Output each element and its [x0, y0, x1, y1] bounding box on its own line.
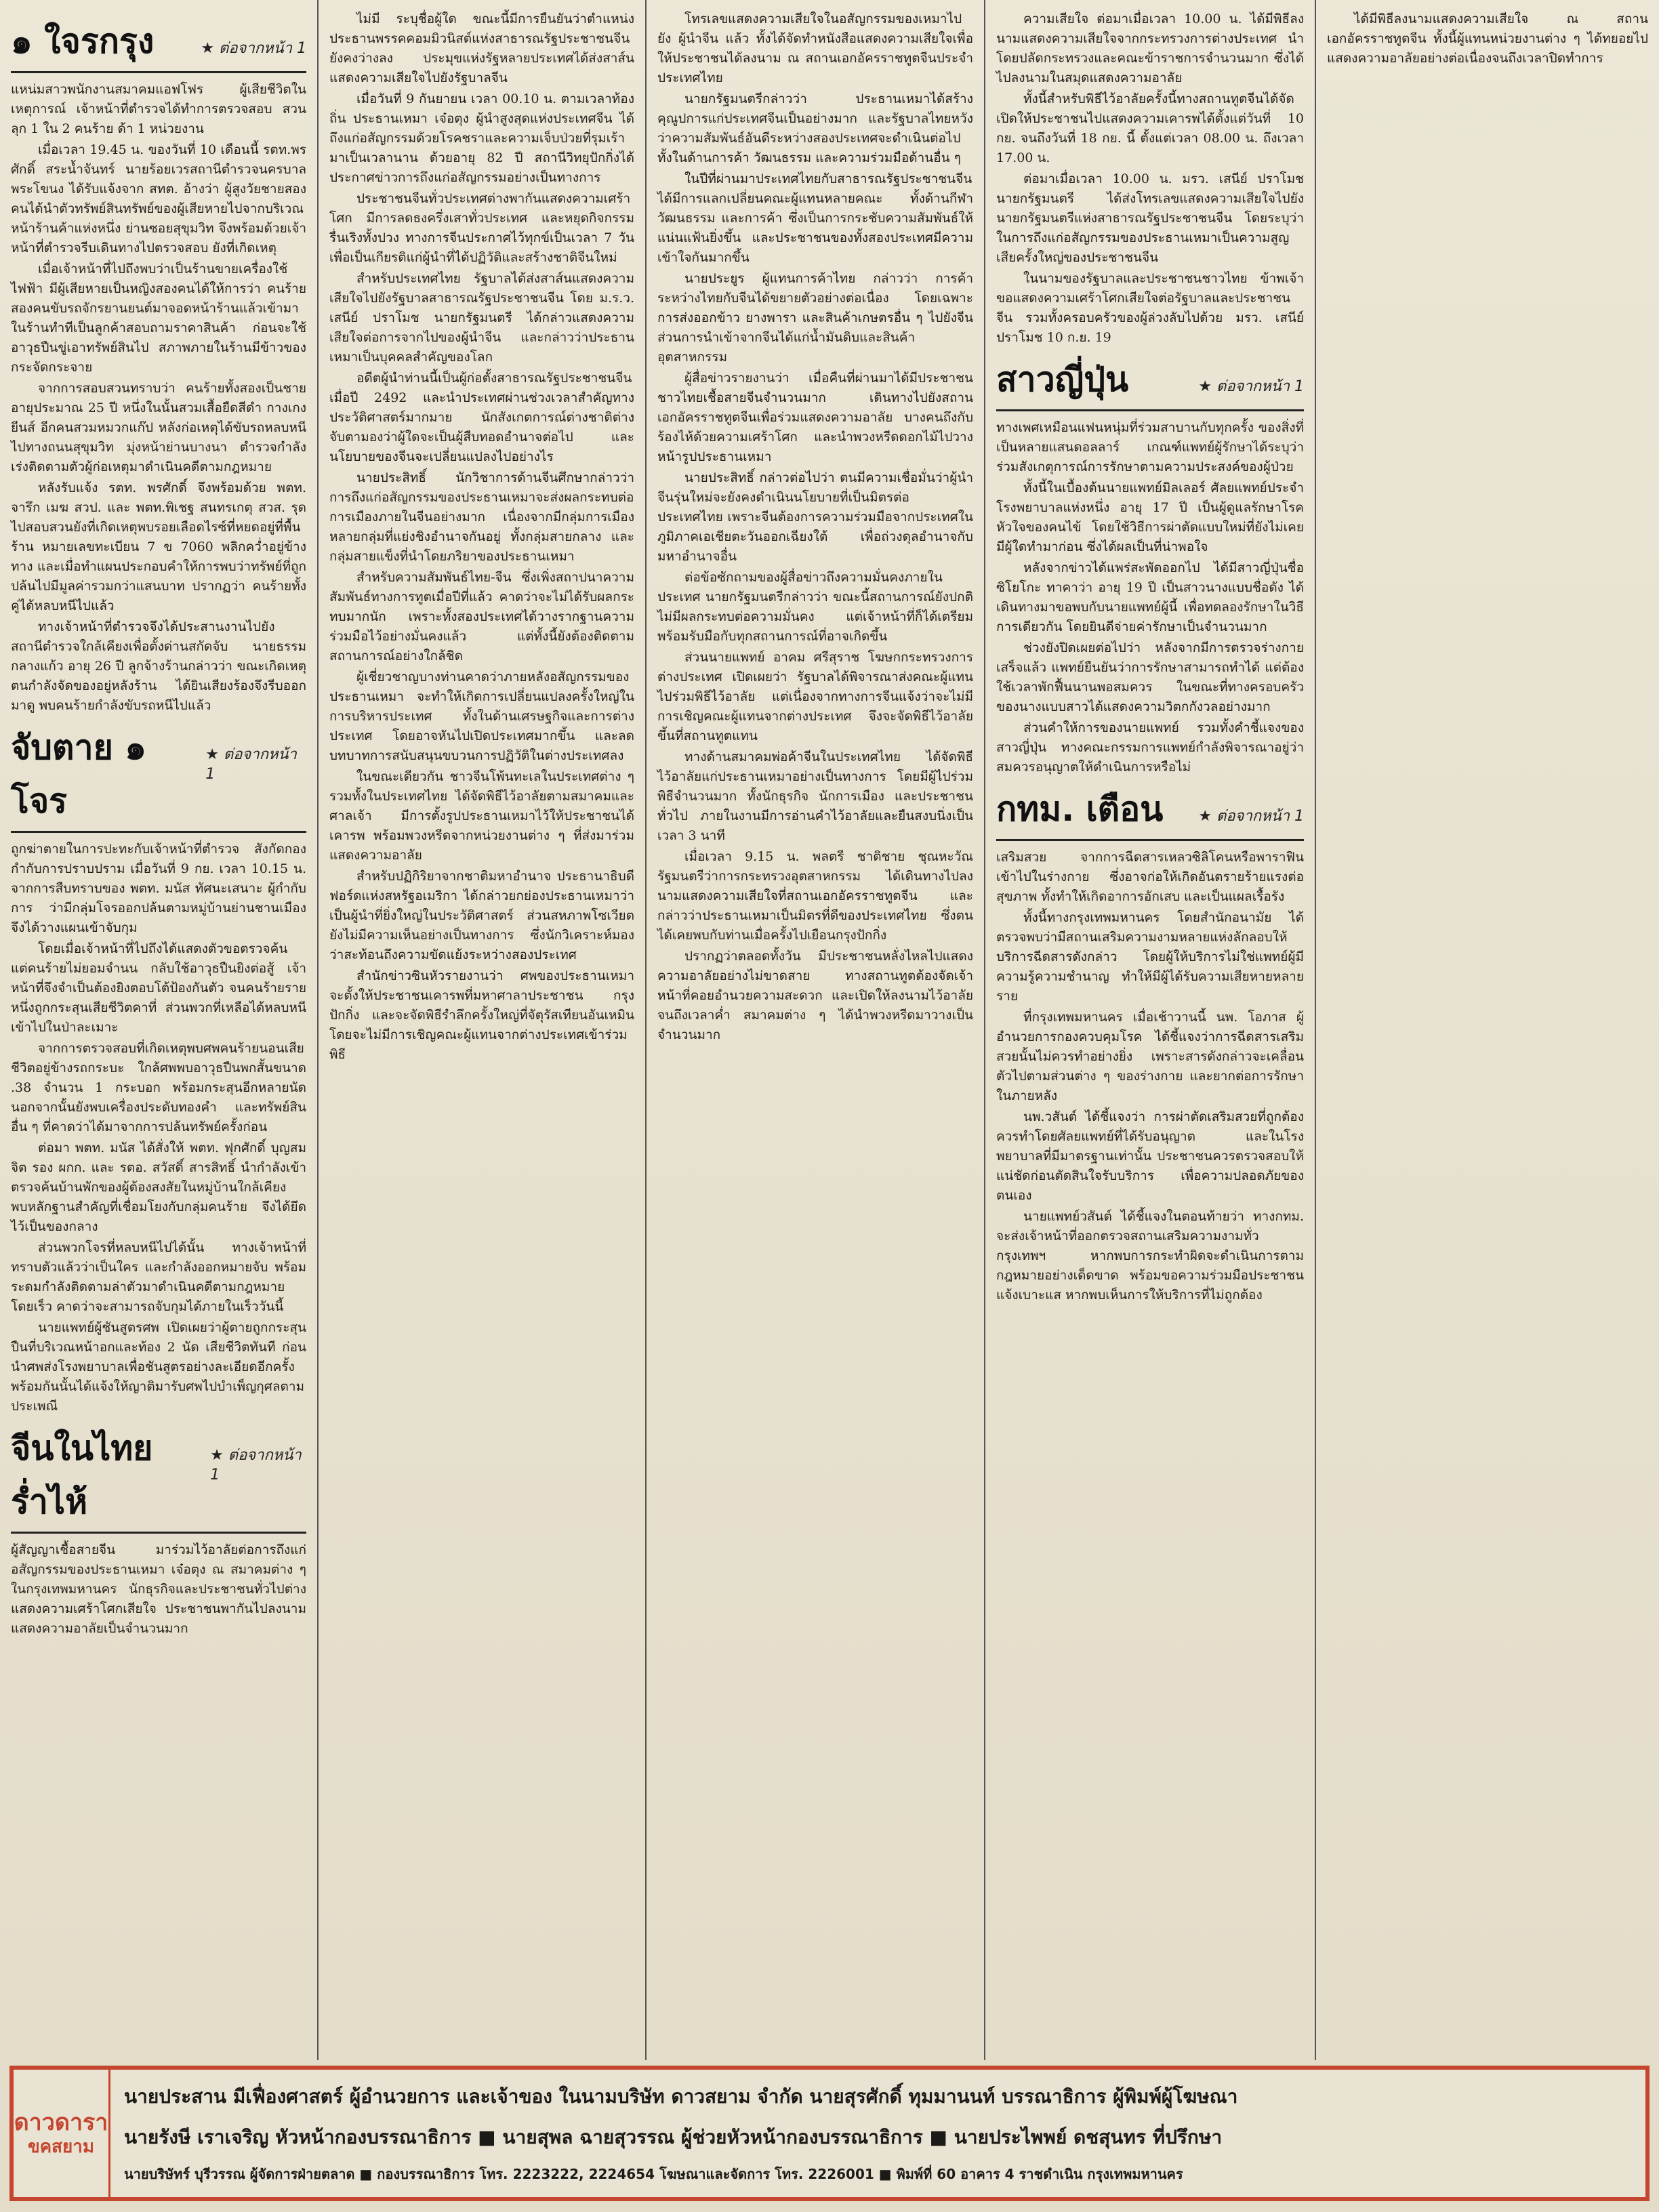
article-headline-bar: [11, 721, 306, 833]
article-paragraph: ผู้สัญญาเชื้อสายจีน มาร่วมไว้อาลัยต่อการถึงแก่อสัญกรรมของประธานเหมา เจ๋อตุง ณ สมาคมต่าง ๆ ในกรุงเทพมหานคร นักธุรกิจและประชาชนทั่วไปต่างแสดงความเศร้าโศกเสียใจ ประชาชนพากันไปลงนามแสดงความอาลัยเป็นจำนวนมาก: [11, 1542, 306, 1636]
logo-line-2: ขคสยาม: [27, 2137, 94, 2157]
article-headline: ๑ ใจรกรุง: [11, 22, 155, 61]
article-paragraph: แหน่มสาวพนักงานสมาคมแอฟโฟร ผู้เสียชีวิตในเหตุการณ์ เจ้าหน้าที่ตำรวจได้ทำการตรวจสอบ สวนลุก 1 ใน 2 คนร้าย ด้า 1 หน่วยงาน: [11, 82, 306, 136]
continued-from-label: ★ ต่อจากหน้า 1: [1198, 804, 1304, 827]
article-paragraph: เมื่อวันที่ 9 กันยายน เวลา 00.10 น. ตามเวลาท้องถิ่น ประธานเหมา เจ๋อตุง ผู้นำสูงสุดแห่งประเทศจีน ได้ถึงแก่อสัญกรรมด้วยโรคชราและความเจ็บป่วยที่รุมเร้ามาเป็นเวลานาน ด้วยอายุ 82 ปี สถานีวิทยุปักกิ่งได้ประกาศข่าวการถึงแก่อสัญกรรมอย่างเป็นทางการ: [329, 91, 634, 185]
continued-from-label: ★ ต่อจากหน้า 1: [1198, 374, 1304, 398]
footer-line-3: นายบริษัทร์ บุรีวรรณ ผู้จัดการฝ่ายตลาด ■ กองบรรณาธิการ โทร. 2223222, 2224654 โฆษณาและจัดการ โทร. 2226001 ■ พิมพ์ที่ 60 อาคาร 4 ราชดำเนิน กรุงเทพมหานคร: [124, 2166, 1183, 2182]
article-headline-bar: [996, 783, 1304, 841]
footer-lines: [110, 2070, 1645, 2197]
article-paragraph: ทั้งนี้ทางกรุงเทพมหานคร โดยสำนักอนามัย ได้ตรวจพบว่ามีสถานเสริมความงามหลายแห่งลักลอบให้บริการฉีดสารดังกล่าว โดยผู้ให้บริการไม่ใช่แพทย์ผู้มีความรู้ความชำนาญ ทำให้มีผู้ได้รับความเสียหายหลายราย: [996, 910, 1304, 1004]
article-paragraph: จากการตรวจสอบที่เกิดเหตุพบศพคนร้ายนอนเสียชีวิตอยู่ข้างรถกระบะ ใกล้ศพพบอาวุธปืนพกสั้นขนาด .38 จำนวน 1 กระบอก พร้อมกระสุนอีกหลายนัด นอกจากนั้นยังพบเครื่องประดับทองคำ และทรัพย์สินอื่น ๆ ที่คาดว่าได้มาจากการปล้นทรัพย์ครั้งก่อน: [11, 1041, 306, 1134]
article-paragraph: สำหรับปฏิกิริยาจากชาติมหาอำนาจ ประธานาธิบดีฟอร์ดแห่งสหรัฐอเมริกา ได้กล่าวยกย่องประธานเหมาว่าเป็นผู้นำที่ยิ่งใหญ่ในประวัติศาสตร์ ส่วนสหภาพโซเวียตยังไม่มีความเห็นอย่างเป็นทางการ ซึ่งนักวิเคราะห์มองว่าสะท้อนถึงความขัดแย้งระหว่างสองประเทศ: [329, 869, 634, 962]
article-paragraph: ทั้งนี้ในเบื้องต้นนายแพทย์มิลเลอร์ ศัลยแพทย์ประจำโรงพยาบาลแห่งหนึ่ง อายุ 17 ปี เป็นผู้ดูแลรักษาโรคหัวใจของคนไข้ โดยใช้วิธีการผ่าตัดแบบใหม่ที่ยังไม่เคยมีผู้ใดทำมาก่อน ซึ่งได้ผลเป็นที่น่าพอใจ: [996, 480, 1304, 554]
article-paragraph: ได้มีพิธีลงนามแสดงความเสียใจ ณ สถานเอกอัครราชทูตจีน ทั้งนี้ผู้แทนหน่วยงานต่าง ๆ ได้ทยอยไปแสดงความอาลัยอย่างต่อเนื่องจนถึงเวลาปิดทำการ: [1327, 12, 1648, 66]
article-paragraph: โดยเมื่อเจ้าหน้าที่ไปถึงได้แสดงตัวขอตรวจค้น แต่คนร้ายไม่ยอมจำนน กลับใช้อาวุธปืนยิงต่อสู้ เจ้าหน้าที่จึงจำเป็นต้องยิงตอบโต้ป้องกันตัว จนคนร้ายรายหนึ่งถูกกระสุนเสียชีวิตคาที่ ส่วนพวกที่เหลือได้หลบหนีเข้าไปในป่าละเมาะ: [11, 941, 306, 1035]
article-paragraph: ทางเจ้าหน้าที่ตำรวจจึงได้ประสานงานไปยังสถานีตำรวจใกล้เคียงเพื่อตั้งด่านสกัดจับ นายธรรม กลางแก้ว อายุ 26 ปี ลูกจ้างร้านกล่าวว่า ขณะเกิดเหตุตนกำลังจัดของอยู่หลังร้าน ได้ยินเสียงร้องจึงรีบออกมาดู พบคนร้ายกำลังขับรถหนีไปแล้ว: [11, 619, 306, 713]
article-paragraph: ในปีที่ผ่านมาประเทศไทยกับสาธารณรัฐประชาชนจีนได้มีการแลกเปลี่ยนคณะผู้แทนหลายคณะ ทั้งด้านกีฬา วัฒนธรรม และการค้า ซึ่งเป็นการกระชับความสัมพันธ์ให้แน่นแฟ้นยิ่งขึ้น และประชาชนของทั้งสองประเทศมีความเข้าใจกันมากขึ้น: [657, 171, 973, 265]
article-paragraph: ปรากฏว่าตลอดทั้งวัน มีประชาชนหลั่งไหลไปแสดงความอาลัยอย่างไม่ขาดสาย ทางสถานทูตต้องจัดเจ้าหน้าที่คอยอำนวยความสะดวก และเปิดให้ลงนามไว้อาลัยจนถึงเวลาค่ำ สมาคมต่าง ๆ ได้นำพวงหรีดมาวางเป็นจำนวนมาก: [657, 949, 973, 1042]
article-paragraph: ต่อมา พตท. มนัส ได้สั่งให้ พตท. ฟุกศักดิ์ บุญสมจิต รอง ผกก. และ รตอ. สวัสดิ์ สารสิทธิ์ นำกำลังเข้าตรวจค้นบ้านพักของผู้ต้องสงสัยในหมู่บ้านใกล้เคียง พบหลักฐานสำคัญที่เชื่อมโยงกับกลุ่มคนร้าย จึงได้ยึดไว้เป็นของกลาง: [11, 1141, 306, 1234]
article-headline: จับตาย ๑ โจร: [11, 728, 147, 821]
article-paragraph: นายแพทย์วสันต์ ได้ชี้แจงในตอนท้ายว่า ทางกทม. จะส่งเจ้าหน้าที่ออกตรวจสถานเสริมความงามทั่วกรุงเทพฯ หากพบการกระทำผิดจะดำเนินการตามกฎหมายอย่างเด็ดขาด พร้อมขอความร่วมมือประชาชนแจ้งเบาะแส หากพบเห็นการให้บริการที่ไม่ถูกต้อง: [996, 1209, 1304, 1303]
article-headline-bar: [11, 1422, 306, 1534]
article-paragraph: ทางด้านสมาคมพ่อค้าจีนในประเทศไทย ได้จัดพิธีไว้อาลัยแก่ประธานเหมาอย่างเป็นทางการ โดยมีผู้ไปร่วมพิธีจำนวนมาก ทั้งนักธุรกิจ นักการเมือง และประชาชนทั่วไป ภายในงานมีการอ่านคำไว้อาลัยและยืนสงบนิ่งเป็นเวลา 3 นาที: [657, 750, 973, 843]
article-paragraph: สำหรับความสัมพันธ์ไทย-จีน ซึ่งเพิ่งสถาปนาความสัมพันธ์ทางการทูตเมื่อปีที่แล้ว คาดว่าจะไม่ได้รับผลกระทบมากนัก เพราะทั้งสองประเทศได้วางรากฐานความร่วมมือไว้อย่างมั่นคงแล้ว แต่ทั้งนี้ยังต้องติดตามสถานการณ์อย่างใกล้ชิด: [329, 570, 634, 663]
column-5: [1316, 0, 1659, 2060]
article-paragraph: ผู้เชี่ยวชาญบางท่านคาดว่าภายหลังอสัญกรรมของประธานเหมา จะทำให้เกิดการเปลี่ยนแปลงครั้งใหญ่ในการบริหารประเทศ ทั้งในด้านเศรษฐกิจและการต่างประเทศ โดยอาจหันไปเปิดประเทศมากขึ้น และลดบทบาทการสนับสนุนขบวนการปฏิวัติในต่างประเทศลง: [329, 670, 634, 763]
article-paragraph: ความเสียใจ ต่อมาเมื่อเวลา 10.00 น. ได้มีพิธีลงนามแสดงความเสียใจจากกระทรวงการต่างประเทศ นำโดยปลัดกระทรวงและคณะข้าราชการจำนวนมาก ซึ่งได้ไปลงนามในสมุดแสดงความอาลัย: [996, 12, 1304, 85]
article-paragraph: ในขณะเดียวกัน ชาวจีนโพ้นทะเลในประเทศต่าง ๆ รวมทั้งในประเทศไทย ได้จัดพิธีไว้อาลัยตามสมาคมและศาลเจ้า มีการตั้งรูปประธานเหมาไว้ให้ประชาชนได้เคารพ พร้อมพวงหรีดจากหน่วยงานต่าง ๆ ที่ส่งมาร่วมแสดงความอาลัย: [329, 769, 634, 863]
article-paragraph: เมื่อเจ้าหน้าที่ไปถึงพบว่าเป็นร้านขายเครื่องใช้ไฟฟ้า มีผู้เสียหายเป็นหญิงสองคนได้ให้การว่า คนร้ายสองคนขับรถจักรยานยนต์มาจอดหน้าร้านแล้วเข้ามาในร้านทำทีเป็นลูกค้าสอบถามราคาสินค้า ก่อนจะใช้อาวุธปืนขู่เอาทรัพย์สินไป สภาพภายในร้านมีข้าวของกระจัดกระจาย: [11, 262, 306, 375]
article-paragraph: นายประยูร ผู้แทนการค้าไทย กล่าวว่า การค้าระหว่างไทยกับจีนได้ขยายตัวอย่างต่อเนื่อง โดยเฉพาะการส่งออกข้าว ยางพารา และสินค้าเกษตรอื่น ๆ ไปยังจีน ส่วนการนำเข้าจากจีนได้แก่น้ำมันดิบและสินค้าอุตสาหกรรม: [657, 271, 973, 365]
column-2: [319, 0, 647, 2060]
article-headline-bar: [11, 15, 306, 73]
continued-from-label: ★ ต่อจากหน้า 1: [205, 742, 306, 783]
column-1: [0, 0, 319, 2060]
article-paragraph: ต่อมาเมื่อเวลา 10.00 น. มรว. เสนีย์ ปราโมช นายกรัฐมนตรี ได้ส่งโทรเลขแสดงความเสียใจไปยัง นายกรัฐมนตรีแห่งสาธารณรัฐประชาชนจีน โดยระบุว่าในการถึงแก่อสัญกรรมของประธานเหมาเป็นความสูญเสียครั้งใหญ่ของประชาชนจีน: [996, 171, 1304, 265]
article-paragraph: ประชาชนจีนทั่วประเทศต่างพากันแสดงความเศร้าโศก มีการลดธงครึ่งเสาทั่วประเทศ และหยุดกิจกรรมรื่นเริงทั้งปวง ทางการจีนประกาศไว้ทุกข์เป็นเวลา 7 วัน เพื่อเป็นเกียรติแก่ผู้นำที่ได้ปฏิวัติและสร้างชาติจีนใหม่: [329, 191, 634, 265]
article-paragraph: อดีตผู้นำท่านนี้เป็นผู้ก่อตั้งสาธารณรัฐประชาชนจีนเมื่อปี 2492 และนำประเทศผ่านช่วงเวลาสำคัญทางประวัติศาสตร์มากมาย นักสังเกตการณ์ต่างชาติต่างจับตามองว่าผู้ใดจะเป็นผู้สืบทอดอำนาจต่อไป และนโยบายของจีนจะเปลี่ยนแปลงไปอย่างไร: [329, 371, 634, 464]
article-paragraph: นายประสิทธิ์ นักวิชาการด้านจีนศึกษากล่าวว่า การถึงแก่อสัญกรรมของประธานเหมาจะส่งผลกระทบต่อการเมืองภายในจีนอย่างมาก เนื่องจากมีกลุ่มการเมืองหลายกลุ่มที่แย่งชิงอำนาจกันอยู่ ทั้งกลุ่มสายกลาง และกลุ่มสายแข็งที่นำโดยภริยาของประธานเหมา: [329, 470, 634, 564]
article-paragraph: ส่วนนายแพทย์ อาคม ศรีสุราช โฆษกกระทรวงการต่างประเทศ เปิดเผยว่า รัฐบาลได้พิจารณาส่งคณะผู้แทนไปร่วมพิธีไว้อาลัย แต่เนื่องจากทางการจีนแจ้งว่าจะไม่มีการเชิญคณะผู้แทนจากต่างประเทศ จึงจะจัดพิธีไว้อาลัยขึ้นที่สถานทูตแทน: [657, 650, 973, 743]
article-paragraph: นายประสิทธิ์ กล่าวต่อไปว่า ตนมีความเชื่อมั่นว่าผู้นำจีนรุ่นใหม่จะยังคงดำเนินนโยบายที่เป็นมิตรต่อประเทศไทย เพราะจีนต้องการความร่วมมือจากประเทศในภูมิภาคเอเชียตะวันออกเฉียงใต้ เพื่อถ่วงดุลอำนาจกับมหาอำนาจอื่น: [657, 470, 973, 564]
column-4: [985, 0, 1316, 2060]
masthead-footer: [9, 2066, 1650, 2201]
article-paragraph: หลังรับแจ้ง รตท. พรศักดิ์ จึงพร้อมด้วย พตท. จารึก เมฆ สวป. และ พตท.พิเชฐ สนทรเกตุ สวส. รุดไปสอบสวนยังที่เกิดเหตุพบรอยเลือดไรซ์ที่หยดอยู่ที่พื้นร้าน หมายเลขทะเบียน 7 ข 7060 พลิกคว่ำอยู่ข้างทาง และเมื่อทำแผนประกอบคำให้การพบว่าทรัพย์ที่ถูกปล้นไปมีมูลค่ารวมกว่าแสนบาท ปรากฏว่า คนร้ายทั้งคู่ได้หลบหนีไปแล้ว: [11, 480, 306, 613]
footer-line-1: นายประสาน มีเฟื่องศาสตร์ ผู้อำนวยการ และเจ้าของ ในนามบริษัท ดาวสยาม จำกัด นายสุรศักดิ์ ทุมมานนท์ บรรณาธิการ ผู้พิมพ์ผู้โฆษณา: [124, 2085, 1238, 2108]
article-paragraph: ส่วนคำให้การของนายแพทย์ รวมทั้งคำชี้แจงของสาวญี่ปุ่น ทางคณะกรรมการแพทย์กำลังพิจารณาอยู่ว่าสมควรอนุญาตให้ดำเนินการหรือไม่: [996, 720, 1304, 775]
article-paragraph: สำหรับประเทศไทย รัฐบาลได้ส่งสาส์นแสดงความเสียใจไปยังรัฐบาลสาธารณรัฐประชาชนจีน โดย ม.ร.ว. เสนีย์ ปราโมช นายกรัฐมนตรี ได้กล่าวแสดงความเสียใจต่อการจากไปของผู้นำจีน และกล่าวว่าประธานเหมาเป็นบุคคลสำคัญของโลก: [329, 271, 634, 365]
article-paragraph: เมื่อเวลา 9.15 น. พลตรี ชาติชาย ชุณหะวัณ รัฐมนตรีว่าการกระทรวงอุตสาหกรรม ได้เดินทางไปลงนามแสดงความเสียใจที่สถานเอกอัครราชทูตจีน และกล่าวว่าประธานเหมาเป็นมิตรที่ดีของประเทศไทย ซึ่งตนได้เคยพบกับท่านเมื่อครั้งไปเยือนกรุงปักกิ่ง: [657, 849, 973, 943]
article-paragraph: สำนักข่าวซินหัวรายงานว่า ศพของประธานเหมาจะตั้งให้ประชาชนเคารพที่มหาศาลาประชาชน กรุงปักกิ่ง และจะจัดพิธีรำลึกครั้งใหญ่ที่จัตุรัสเทียนอันเหมิน โดยจะไม่มีการเชิญคณะผู้แทนจากต่างประเทศเข้าร่วมพิธี: [329, 968, 634, 1062]
article-paragraph: นพ.วสันต์ ได้ชี้แจงว่า การผ่าตัดเสริมสวยที่ถูกต้องควรทำโดยศัลยแพทย์ที่ได้รับอนุญาต และในโรงพยาบาลที่มีมาตรฐานเท่านั้น ประชาชนควรตรวจสอบให้แน่ชัดก่อนตัดสินใจรับบริการ เพื่อความปลอดภัยของตนเอง: [996, 1109, 1304, 1203]
article-paragraph: ที่กรุงเทพมหานคร เมื่อเช้าวานนี้ นพ. โอภาส ผู้อำนวยการกองควบคุมโรค ได้ชี้แจงว่าการฉีดสารเสริมสวยนั้นไม่ควรทำอย่างยิ่ง เพราะสารดังกล่าวจะเคลื่อนตัวไปตามส่วนต่าง ๆ ของร่างกาย และยากต่อการรักษาในภายหลัง: [996, 1010, 1304, 1103]
article-headline: สาวญี่ปุ่น: [996, 360, 1129, 399]
column-3: [647, 0, 985, 2060]
article-paragraph: ต่อข้อซักถามของผู้สื่อข่าวถึงความมั่นคงภายในประเทศ นายกรัฐมนตรีกล่าวว่า ขณะนี้สถานการณ์ยังปกติ ไม่มีผลกระทบต่อความมั่นคง แต่เจ้าหน้าที่ก็ได้เตรียมพร้อมรับมือกับทุกสถานการณ์ที่อาจเกิดขึ้น: [657, 570, 973, 644]
article-paragraph: ทางเพศเหมือนแฟนหนุ่มที่ร่วมสาบานกับทุกครั้ง ของสิ่งที่เป็นหลายแสนดอลลาร์ เกณฑ์แพทย์ผู้รักษาได้ระบุว่า ร่วมสังเกตุการณ์การรักษาตามความประสงค์ของผู้ป่วย: [996, 420, 1304, 474]
article-headline-bar: [996, 353, 1304, 411]
article-paragraph: ผู้สื่อข่าวรายงานว่า เมื่อคืนที่ผ่านมาได้มีประชาชนชาวไทยเชื้อสายจีนจำนวนมาก เดินทางไปยังสถานเอกอัครราชทูตจีนเพื่อร่วมแสดงความอาลัย บางคนถึงกับร้องไห้ด้วยความเศร้าโศก และนำพวงหรีดดอกไม้ไปวางหน้ารูปประธานเหมา: [657, 371, 973, 464]
article-paragraph: ช่วงยังปิดเผยต่อไปว่า หลังจากมีการตรวจร่างกายเสร็จแล้ว แพทย์ยืนยันว่าการรักษาสามารถทำได้ แต่ต้องใช้เวลาพักฟื้นนานพอสมควร ในขณะที่ทางครอบครัวของนางแบบสาวได้แสดงความวิตกกังวลอย่างมาก: [996, 640, 1304, 714]
article-paragraph: ส่วนพวกโจรที่หลบหนีไปได้นั้น ทางเจ้าหน้าที่ทราบตัวแล้วว่าเป็นใคร และกำลังออกหมายจับ พร้อมระดมกำลังติดตามล่าตัวมาดำเนินคดีตามกฎหมายโดยเร็ว คาดว่าจะสามารถจับกุมได้ภายในเร็ววันนี้: [11, 1240, 306, 1314]
article-headline: กทม. เตือน: [996, 790, 1164, 829]
article-paragraph: ทั้งนี้สำหรับพิธีไว้อาลัยครั้งนี้ทางสถานทูตจีนได้จัดเปิดให้ประชาชนไปแสดงความเคารพได้ตั้งแต่วันที่ 10 กย. จนถึงวันที่ 18 กย. นี้ ตั้งแต่เวลา 08.00 น. ถึงเวลา 17.00 น.: [996, 91, 1304, 165]
article-paragraph: โทรเลขแสดงความเสียใจในอสัญกรรมของเหมาไปยัง ผู้นำจีน แล้ว ทั้งได้จัดทำหนังสือแสดงความเสียใจเพื่อให้ประชาชนได้ลงนาม ณ สถานเอกอัครราชทูตจีนประจำประเทศไทย: [657, 12, 973, 85]
article-headline: จีนในไทยร่ำไห้: [11, 1429, 153, 1521]
article-paragraph: เมื่อเวลา 19.45 น. ของวันที่ 10 เดือนนี้ รตท.พรศักดิ์ สระน้ำจันทร์ นายร้อยเวรสถานีตำรวจนครบาลพระโขนง ได้รับแจ้งจาก สทต. อ้างว่า ผู้สูงวัยชายสองคนได้นำตัวทรัพย์สินทรัพย์ของผู้เสียหายไปจากบริเวณหน้าร้านค้าแห่งหนึ่ง ย่านซอยสุขุมวิท จึงพร้อมด้วยเจ้าหน้าที่ตำรวจรีบเดินทางไปตรวจสอบ ยังที่เกิดเหตุ: [11, 142, 306, 255]
article-paragraph: นายกรัฐมนตรีกล่าวว่า ประธานเหมาได้สร้างคุณูปการแก่ประเทศจีนเป็นอย่างมาก และรัฐบาลไทยหวังว่าความสัมพันธ์อันดีระหว่างสองประเทศจะดำเนินต่อไป ทั้งในด้านการค้า วัฒนธรรม และความร่วมมือด้านอื่น ๆ: [657, 91, 973, 165]
article-paragraph: หลังจากข่าวได้แพร่สะพัดออกไป ได้มีสาวญี่ปุ่นชื่อ ซิโยโกะ ทาคาว่า อายุ 19 ปี เป็นสาวนางแบบชื่อดัง ได้เดินทางมาขอพบกับนายแพทย์ผู้นี้ เพื่อทดลองรักษาในวิธีการเดียวกัน โดยยินดีจ่ายค่ารักษาเป็นจำนวนมาก: [996, 560, 1304, 634]
article-paragraph: จากการสอบสวนทราบว่า คนร้ายทั้งสองเป็นชายอายุประมาณ 25 ปี หนึ่งในนั้นสวมเสื้อยืดสีดำ กางเกงยีนส์ อีกคนสวมหมวกแก๊ป หลังก่อเหตุได้ขับรถหลบหนีไปทางถนนสุขุมวิท มุ่งหน้าย่านบางนา ตำรวจกำลังเร่งติดตามตัวผู้ก่อเหตุมาดำเนินคดีตามกฎหมาย: [11, 381, 306, 474]
article-paragraph: ในนามของรัฐบาลและประชาชนชาวไทย ข้าพเจ้าขอแสดงความเศร้าโศกเสียใจต่อรัฐบาลและประชาชนจีน รวมทั้งครอบครัวของผู้ล่วงลับไปด้วย มรว. เสนีย์ ปราโมช 10 ก.ย. 19: [996, 271, 1304, 345]
article-paragraph: ถูกฆ่าตายในการปะทะกับเจ้าหน้าที่ตำรวจ สังกัดกองกำกับการปราบปราม เมื่อวันที่ 9 กย. เวลา 10.15 น. จากการสืบทราบของ พตท. มนัส ทัศนะเสนาะ ผู้กำกับการ ว่ามีกลุ่มโจรออกปล้นตามหมู่บ้านย่านชานเมือง จึงได้วางแผนเข้าจับกุม: [11, 842, 306, 935]
footer-line-2: นายรังษี เราเจริญ หัวหน้ากองบรรณาธิการ ■ นายสุพล ฉายสุวรรณ ผู้ช่วยหัวหน้ากองบรรณาธิการ ■ นายประไพพย์ ดชสุนทร ที่ปรึกษา: [124, 2126, 1223, 2148]
continued-from-label: ★ ต่อจากหน้า 1: [201, 36, 306, 60]
article-paragraph: เสริมสวย จากการฉีดสารเหลวซิลิโคนหรือพาราฟินเข้าไปในร่างกาย ซึ่งอาจก่อให้เกิดอันตรายร้ายแรงต่อสุขภาพ ทั้งทำให้เกิดอาการอักเสบ และเป็นแผลเรื้อรัง: [996, 850, 1304, 904]
article-paragraph: นายแพทย์ผู้ชันสูตรศพ เปิดเผยว่าผู้ตายถูกกระสุนปืนที่บริเวณหน้าอกและท้อง 2 นัด เสียชีวิตทันที ก่อนนำศพส่งโรงพยาบาลเพื่อชันสูตรอย่างละเอียดอีกครั้ง พร้อมกันนั้นได้แจ้งให้ญาติมารับศพไปบำเพ็ญกุศลตามประเพณี: [11, 1320, 306, 1414]
article-paragraph: ไม่มี ระบุชื่อผู้ใด ขณะนี้มีการยืนยันว่าตำแหน่งประธานพรรคคอมมิวนิสต์แห่งสาธารณรัฐประชาชนจีนยังคงว่างลง ประมุขแห่งรัฐหลายประเทศได้ส่งสาส์นแสดงความเสียใจไปยังรัฐบาลจีน: [329, 12, 634, 85]
logo-line-1: ดาวดารา: [14, 2109, 108, 2136]
newspaper-logo: [14, 2070, 110, 2197]
continued-from-label: ★ ต่อจากหน้า 1: [210, 1443, 306, 1483]
